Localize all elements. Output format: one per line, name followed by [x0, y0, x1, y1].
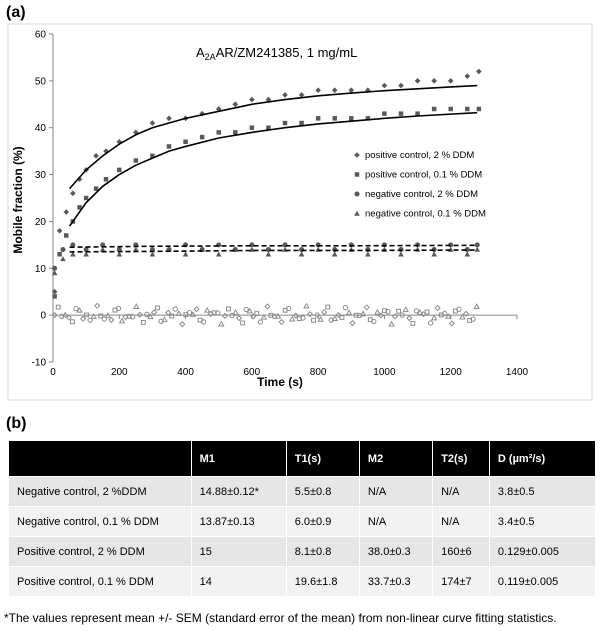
- y-tick-label: 10: [34, 263, 46, 275]
- data-point: [283, 121, 287, 125]
- data-point: [167, 144, 171, 148]
- data-point: [349, 242, 354, 247]
- data-point: [316, 242, 321, 247]
- data-point: [266, 247, 271, 252]
- data-point: [57, 252, 61, 256]
- table-cell: 38.0±0.3: [360, 537, 432, 566]
- table-cell: N/A: [433, 507, 489, 536]
- legend-label: negative control, 0.1 % DDM: [365, 208, 486, 220]
- x-tick-label: 0: [50, 367, 56, 378]
- y-tick-label: 20: [34, 216, 46, 228]
- header-cell: [9, 441, 191, 476]
- table-cell: Positive control, 0.1 % DDM: [9, 567, 191, 596]
- data-point: [104, 177, 108, 181]
- y-tick-label: 40: [34, 123, 46, 135]
- data-point: [332, 116, 336, 120]
- data-point: [134, 158, 138, 162]
- table-cell: 33.7±0.3: [360, 567, 432, 596]
- table-cell: 5.5±0.8: [287, 477, 359, 506]
- data-point: [52, 294, 56, 298]
- header-cell: T1(s): [287, 441, 359, 476]
- data-point: [465, 107, 469, 111]
- y-axis-title: Mobile fraction (%): [11, 146, 25, 254]
- data-point: [382, 242, 387, 247]
- legend-label: positive control, 2 % DDM: [365, 150, 475, 161]
- table-cell: 0.119±0.005: [490, 567, 595, 596]
- table-row: [9, 477, 595, 506]
- legend-marker: [354, 191, 359, 196]
- data-point: [60, 247, 65, 252]
- table-cell: 8.1±0.8: [287, 537, 359, 566]
- header-cell: D (µm²/s): [490, 441, 595, 476]
- data-point: [282, 242, 287, 247]
- data-point: [250, 125, 254, 129]
- chart-title: $A_{2A}AR/ZM241385$, 1 mg/mL: [196, 45, 358, 62]
- data-point: [332, 247, 337, 252]
- data-point: [183, 140, 187, 144]
- legend-label: positive control, 0.1 % DDM: [365, 169, 483, 181]
- data-point: [64, 233, 68, 237]
- data-point: [52, 266, 57, 271]
- data-point: [249, 242, 254, 247]
- x-tick-label: 1400: [505, 367, 529, 378]
- table-cell: 6.0±0.9: [287, 507, 359, 536]
- results-table: [8, 440, 596, 597]
- data-point: [117, 168, 121, 172]
- table-cell: 3.4±0.5: [490, 507, 595, 536]
- data-point: [349, 116, 353, 120]
- data-point: [299, 121, 303, 125]
- y-tick-label: 50: [34, 76, 46, 88]
- table-cell: N/A: [433, 477, 489, 506]
- table-row: [9, 567, 595, 596]
- table-cell: 14: [192, 567, 286, 596]
- x-tick-label: 800: [309, 367, 327, 378]
- data-point: [365, 247, 370, 252]
- panel-b-label: (b): [6, 415, 27, 432]
- legend-marker: [355, 172, 359, 176]
- header-cell: T2(s): [433, 441, 489, 476]
- x-tick-label: 600: [243, 367, 261, 378]
- data-point: [382, 111, 386, 115]
- data-point: [299, 247, 304, 252]
- table-cell: 174±7: [433, 567, 489, 596]
- table-cell: 3.8±0.5: [490, 477, 595, 506]
- data-point: [84, 196, 88, 200]
- table-row: [9, 537, 595, 566]
- table-cell: 0.129±0.005: [490, 537, 595, 566]
- data-point: [216, 130, 220, 134]
- data-point: [399, 111, 403, 115]
- table-cell: N/A: [360, 507, 432, 536]
- data-point: [233, 130, 237, 134]
- table-cell: Positive control, 2 % DDM: [9, 537, 191, 566]
- y-tick-label: 60: [34, 29, 46, 41]
- data-point: [200, 135, 204, 139]
- table-cell: 14.88±0.12*: [192, 477, 286, 506]
- y-tick-label: -10: [31, 357, 46, 369]
- mobile-fraction-chart: [0, 22, 602, 404]
- y-tick-label: 0: [40, 310, 46, 322]
- legend-label: negative control, 2 % DDM: [365, 189, 478, 200]
- table-cell: 19.6±1.8: [287, 567, 359, 596]
- header-cell: M1: [192, 441, 286, 476]
- data-point: [448, 107, 452, 111]
- table-row: [9, 507, 595, 536]
- table-cell: 160±6: [433, 537, 489, 566]
- table-header-row: [9, 441, 595, 476]
- table-cell: Negative control, 2 %DDM: [9, 477, 191, 506]
- chart-frame: [8, 24, 592, 400]
- x-tick-label: 200: [110, 367, 128, 378]
- table-cell: N/A: [360, 477, 432, 506]
- table-cell: 13.87±0.13: [192, 507, 286, 536]
- header-cell: M2: [360, 441, 432, 476]
- data-point: [477, 107, 481, 111]
- x-tick-label: 400: [177, 367, 194, 378]
- x-axis-title: Time (s): [257, 375, 303, 389]
- x-tick-label: 1000: [373, 367, 396, 378]
- footnote: *The values represent mean +/- SEM (standard error of the mean) from non-linear curve fitting statistics.: [4, 611, 557, 625]
- data-point: [432, 107, 436, 111]
- panel-a-label: (a): [6, 4, 26, 21]
- y-tick-label: 30: [34, 170, 46, 182]
- data-point: [316, 116, 320, 120]
- x-tick-label: 1200: [439, 367, 462, 378]
- table-cell: 15: [192, 537, 286, 566]
- table-cell: Negative control, 0.1 % DDM: [9, 507, 191, 536]
- data-point: [475, 242, 480, 247]
